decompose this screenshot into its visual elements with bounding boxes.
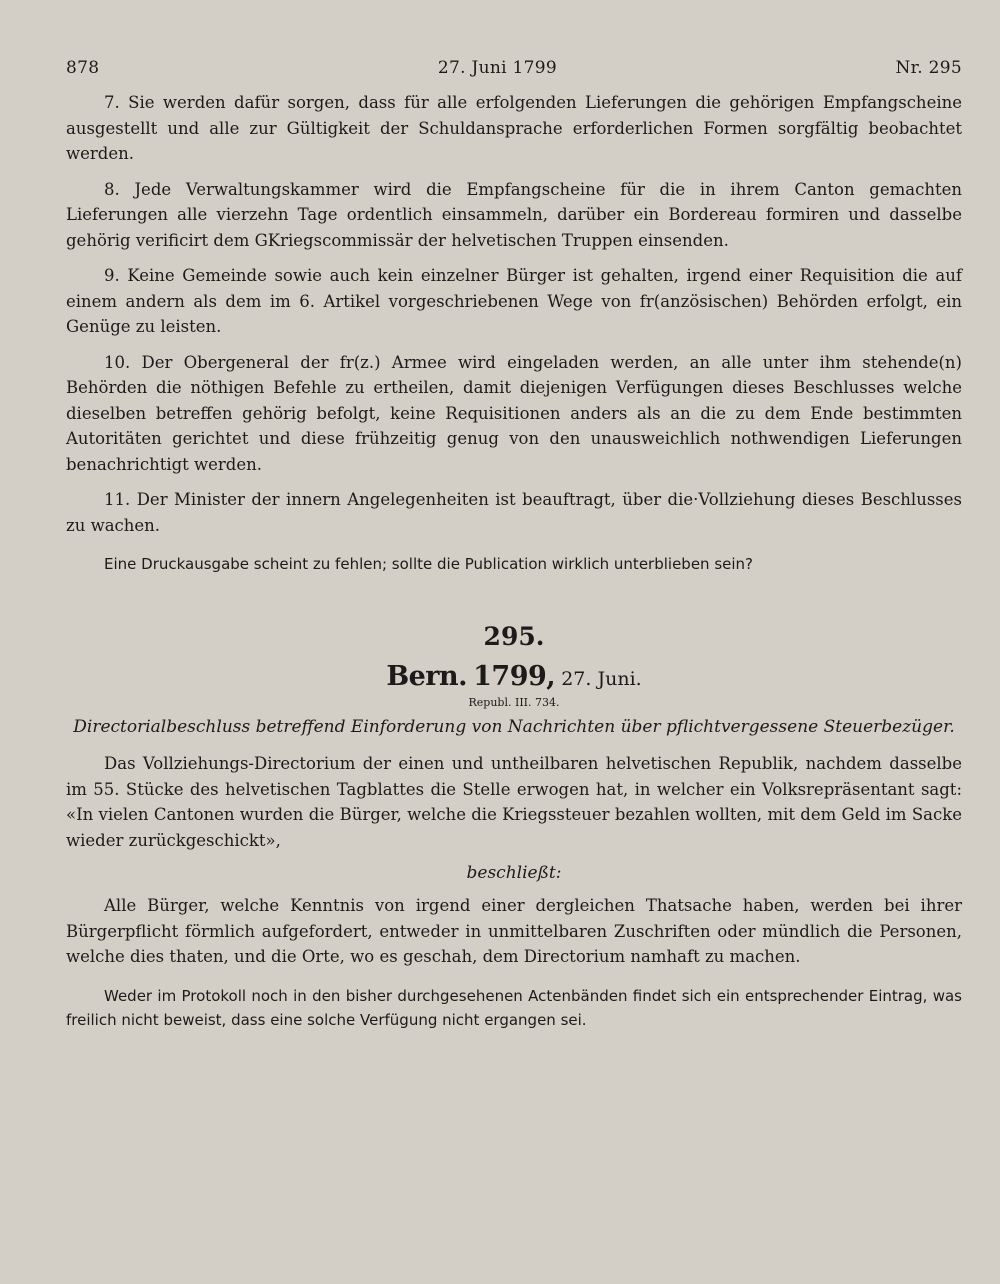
running-head-date: 27. Juni 1799 (437, 58, 557, 78)
article-9: 9. Keine Gemeinde sowie auch kein einzelner Bürger ist gehalten, irgend einer Requisition die auf einem andern als dem im 6. Artikel vorgeschriebenen Wege von fr(anzösischen) Behörden erfolgt, ein Genüge zu leisten. (66, 266, 962, 336)
document-day: 27. Juni. (561, 668, 642, 690)
document-preamble: Das Vollziehungs-Directorium der einen und untheilbaren helvetischen Republik, nachdem dasselbe im 55. Stücke des helvetischen Tagblattes die Stelle erwogen hat, in welcher ein Volksrepräsentant sagt: «In vielen Cantonen wurden die Bürger, welche die Kriegssteuer bezahlen wollten, mit dem Geld im Sacke wieder zurückgeschickt», (66, 754, 962, 850)
page-number: 878 (66, 58, 100, 78)
running-head (66, 58, 962, 78)
document-year: 1799, (473, 661, 556, 692)
document-dateline (66, 661, 962, 692)
document-resolution: Alle Bürger, welche Kenntnis von irgend einer dergleichen Thatsache haben, werden bei ihrer Bürgerpflicht förmlich aufgefordert, entweder in unmittelbaren Zuschriften oder mündlich die Personen, welche dies thaten, und die Orte, wo es geschah, dem Directorium namhaft zu machen. (66, 896, 962, 966)
document-heading: Directorialbeschluss betreffend Einforderung von Nachrichten über pflichtvergessene Steuerbezüger. (73, 717, 955, 737)
document-number: 295. (483, 622, 545, 651)
running-head-doc-ref: Nr. 295 (895, 58, 962, 78)
article-8: 8. Jede Verwaltungskammer wird die Empfangscheine für die in ihrem Canton gemachten Lieferungen alle vierzehn Tage ordentlich einsammeln, darüber ein Bordereau formiren und dasselbe gehörig verificirt dem GKriegscommissär der helvetischen Truppen einsenden. (66, 179, 962, 250)
editorial-note-top: Eine Druckausgabe scheint zu fehlen; sollte die Publication wirklich unterblieben sein? (104, 555, 753, 573)
document-source: Republ. III. 734. (468, 696, 560, 709)
article-7: 7. Sie werden dafür sorgen, dass für alle erfolgenden Lieferungen die gehörigen Empfangscheine ausgestellt und alle zur Gültigkeit der Schuldansprache erforderlichen Formen sorgfältig beobachtet werden. (66, 93, 962, 163)
article-11: 11. Der Minister der innern Angelegenheiten ist beauftragt, über die·Vollziehung dieses Beschlusses zu wachen. (66, 490, 962, 535)
article-10: 10. Der Obergeneral der fr(z.) Armee wird eingeladen werden, an alle unter ihm stehende(n) Behörden die nöthigen Befehle zu ertheilen, damit diejenigen Verfügungen dieses Beschlusses welche dieselben betreffen gehörig befolgt, keine Requisitionen anders als an die zu dem Ende bestimmten Autoritäten gerichtet und diese frühzeitig genug von den unausweichlich nothwendigen Lieferungen benachrichtigt werden. (66, 352, 962, 474)
editorial-note-bottom: Weder im Protokoll noch in den bisher durchgesehenen Actenbänden findet sich ein entsprechender Eintrag, was freilich nicht beweist, dass eine solche Verfügung nicht ergangen sei. (66, 986, 962, 1029)
resolves-heading: beschließt: (466, 863, 562, 883)
document-place: Bern. (386, 661, 468, 692)
